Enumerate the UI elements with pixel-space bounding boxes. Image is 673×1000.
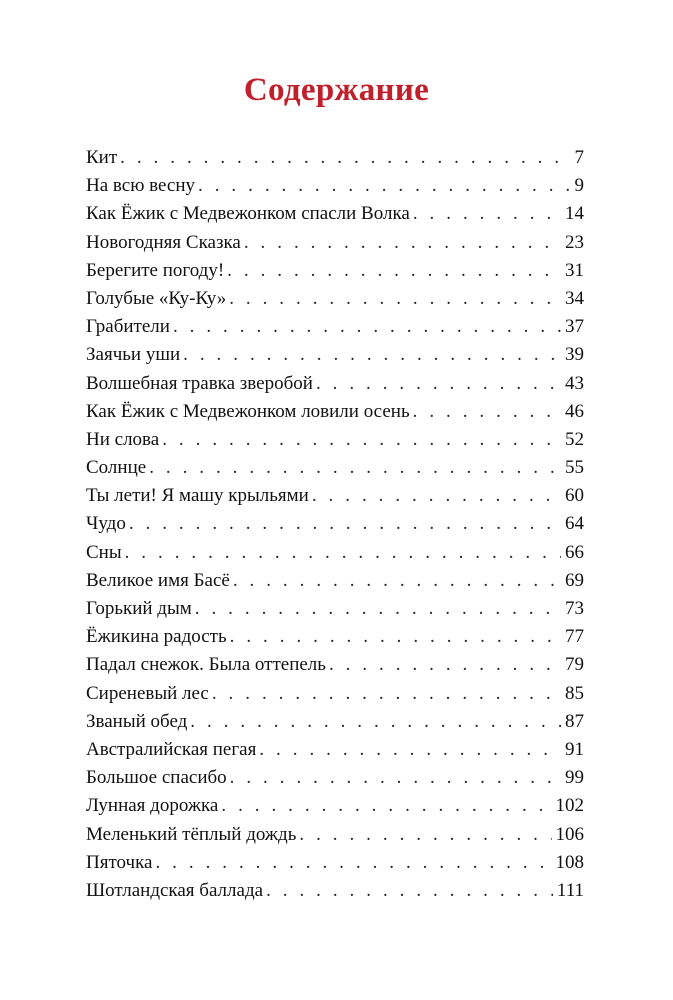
toc-leader-dots xyxy=(195,595,561,623)
toc-entry[interactable] xyxy=(86,341,584,369)
toc-entry-page: 69 xyxy=(565,569,584,591)
toc-entry-title: Заячьи уши xyxy=(86,344,181,366)
toc-entry[interactable] xyxy=(86,426,584,454)
toc-entry-title: Голубые «Ку-Ку» xyxy=(86,287,227,309)
toc-leader-dots xyxy=(413,398,561,426)
toc-entry-page: 39 xyxy=(565,344,584,366)
toc-leader-dots xyxy=(329,651,561,679)
toc-entry-page: 99 xyxy=(565,767,584,789)
toc-entry-page: 43 xyxy=(565,372,584,394)
toc-entry-page: 55 xyxy=(565,457,584,479)
toc-entry[interactable] xyxy=(86,623,584,651)
toc-leader-dots xyxy=(244,229,561,257)
toc-entry-title: Новогодняя Сказка xyxy=(86,231,241,253)
toc-entry-title: Великое имя Басё xyxy=(86,569,230,591)
toc-entry-title: Сны xyxy=(86,541,122,563)
toc-entry-page: 46 xyxy=(565,400,584,422)
toc-leader-dots xyxy=(312,482,561,510)
toc-entry[interactable] xyxy=(86,595,584,623)
toc-entry-title: Австралийская пегая xyxy=(86,738,257,760)
toc-entry[interactable] xyxy=(86,736,584,764)
toc-leader-dots xyxy=(316,370,561,398)
toc-leader-dots xyxy=(230,764,561,792)
toc-entry-page: 87 xyxy=(565,710,584,732)
toc-entry-title: Ни слова xyxy=(86,428,160,450)
toc-entry-page: 79 xyxy=(565,654,584,676)
toc-entry-title: Ты лети! Я машу крыльями xyxy=(86,485,309,507)
toc-entry-title: Как Ёжик с Медвежонком ловили осень xyxy=(86,400,410,422)
toc-entry[interactable] xyxy=(86,285,584,313)
toc-leader-dots xyxy=(162,426,561,454)
toc-leader-dots xyxy=(173,313,561,341)
toc-entry[interactable] xyxy=(86,257,584,285)
toc-entry[interactable] xyxy=(86,229,584,257)
toc-leader-dots xyxy=(190,708,561,736)
toc-entry-page: 106 xyxy=(555,823,584,845)
toc-entry[interactable] xyxy=(86,172,584,200)
toc-leader-dots xyxy=(183,341,561,369)
table-of-contents xyxy=(86,144,584,905)
toc-entry-page: 64 xyxy=(565,513,584,535)
toc-entry-title: Пяточка xyxy=(86,851,153,873)
toc-leader-dots xyxy=(229,285,561,313)
toc-leader-dots xyxy=(233,567,561,595)
toc-entry[interactable] xyxy=(86,651,584,679)
toc-leader-dots xyxy=(221,792,551,820)
toc-entry[interactable] xyxy=(86,792,584,820)
toc-entry-title: Чудо xyxy=(86,513,126,535)
toc-leader-dots xyxy=(230,623,561,651)
toc-leader-dots xyxy=(149,454,561,482)
toc-entry[interactable] xyxy=(86,680,584,708)
toc-entry-title: На всю весну xyxy=(86,175,196,197)
toc-entry[interactable] xyxy=(86,764,584,792)
toc-entry-title: Сиреневый лес xyxy=(86,682,209,704)
toc-entry-page: 34 xyxy=(565,287,584,309)
toc-leader-dots xyxy=(155,849,551,877)
toc-entry-title: Солнце xyxy=(86,457,147,479)
toc-entry-title: Меленький тёплый дождь xyxy=(86,823,297,845)
toc-leader-dots xyxy=(120,144,570,172)
toc-leader-dots xyxy=(413,200,561,228)
toc-leader-dots xyxy=(299,821,551,849)
toc-entry-title: Падал снежок. Была оттепель xyxy=(86,654,326,676)
toc-entry[interactable] xyxy=(86,398,584,426)
toc-entry[interactable] xyxy=(86,708,584,736)
toc-entry[interactable] xyxy=(86,454,584,482)
toc-entry[interactable] xyxy=(86,567,584,595)
toc-entry-page: 85 xyxy=(565,682,584,704)
toc-entry-title: Большое спасибо xyxy=(86,767,227,789)
toc-entry[interactable] xyxy=(86,877,584,905)
toc-entry-page: 102 xyxy=(555,795,584,817)
toc-entry-page: 60 xyxy=(565,485,584,507)
toc-entry-title: Как Ёжик с Медвежонком спасли Волка xyxy=(86,203,410,225)
toc-entry-page: 91 xyxy=(565,738,584,760)
toc-entry-title: Шотландская баллада xyxy=(86,879,264,901)
toc-entry[interactable] xyxy=(86,482,584,510)
toc-entry-page: 9 xyxy=(574,175,584,197)
toc-leader-dots xyxy=(129,510,561,538)
toc-entry[interactable] xyxy=(86,510,584,538)
toc-entry[interactable] xyxy=(86,313,584,341)
toc-leader-dots xyxy=(266,877,553,905)
toc-entry-title: Званый обед xyxy=(86,710,188,732)
toc-entry-page: 37 xyxy=(565,316,584,338)
toc-leader-dots xyxy=(227,257,561,285)
toc-entry[interactable] xyxy=(86,539,584,567)
toc-entry-page: 108 xyxy=(555,851,584,873)
toc-entry[interactable] xyxy=(86,370,584,398)
toc-entry-page: 73 xyxy=(565,598,584,619)
toc-entry[interactable] xyxy=(86,144,584,172)
toc-leader-dots xyxy=(125,539,561,567)
toc-entry[interactable] xyxy=(86,849,584,877)
toc-entry-title: Берегите погоду! xyxy=(86,259,225,281)
toc-entry-page: 66 xyxy=(565,541,584,563)
toc-entry-title: Грабители xyxy=(86,316,170,338)
toc-entry-title: Волшебная травка зверобой xyxy=(86,372,313,394)
toc-entry-page: 31 xyxy=(565,259,584,281)
toc-leader-dots xyxy=(259,736,561,764)
toc-entry-page: 52 xyxy=(565,428,584,450)
toc-entry-page: 23 xyxy=(565,231,584,253)
toc-entry[interactable] xyxy=(86,200,584,228)
toc-entry-page: 7 xyxy=(574,147,584,168)
toc-entry-title: Ёжикина радость xyxy=(86,626,227,648)
toc-entry-title: Горький дым xyxy=(86,598,192,619)
toc-entry-title: Кит xyxy=(86,147,118,168)
toc-entry-page: 111 xyxy=(556,879,584,901)
page-title: Содержание xyxy=(243,72,430,108)
toc-leader-dots xyxy=(212,680,561,708)
toc-leader-dots xyxy=(198,172,570,200)
toc-entry[interactable] xyxy=(86,821,584,849)
toc-entry-title: Лунная дорожка xyxy=(86,795,219,817)
toc-entry-page: 77 xyxy=(565,626,584,648)
toc-entry-page: 14 xyxy=(565,203,584,225)
